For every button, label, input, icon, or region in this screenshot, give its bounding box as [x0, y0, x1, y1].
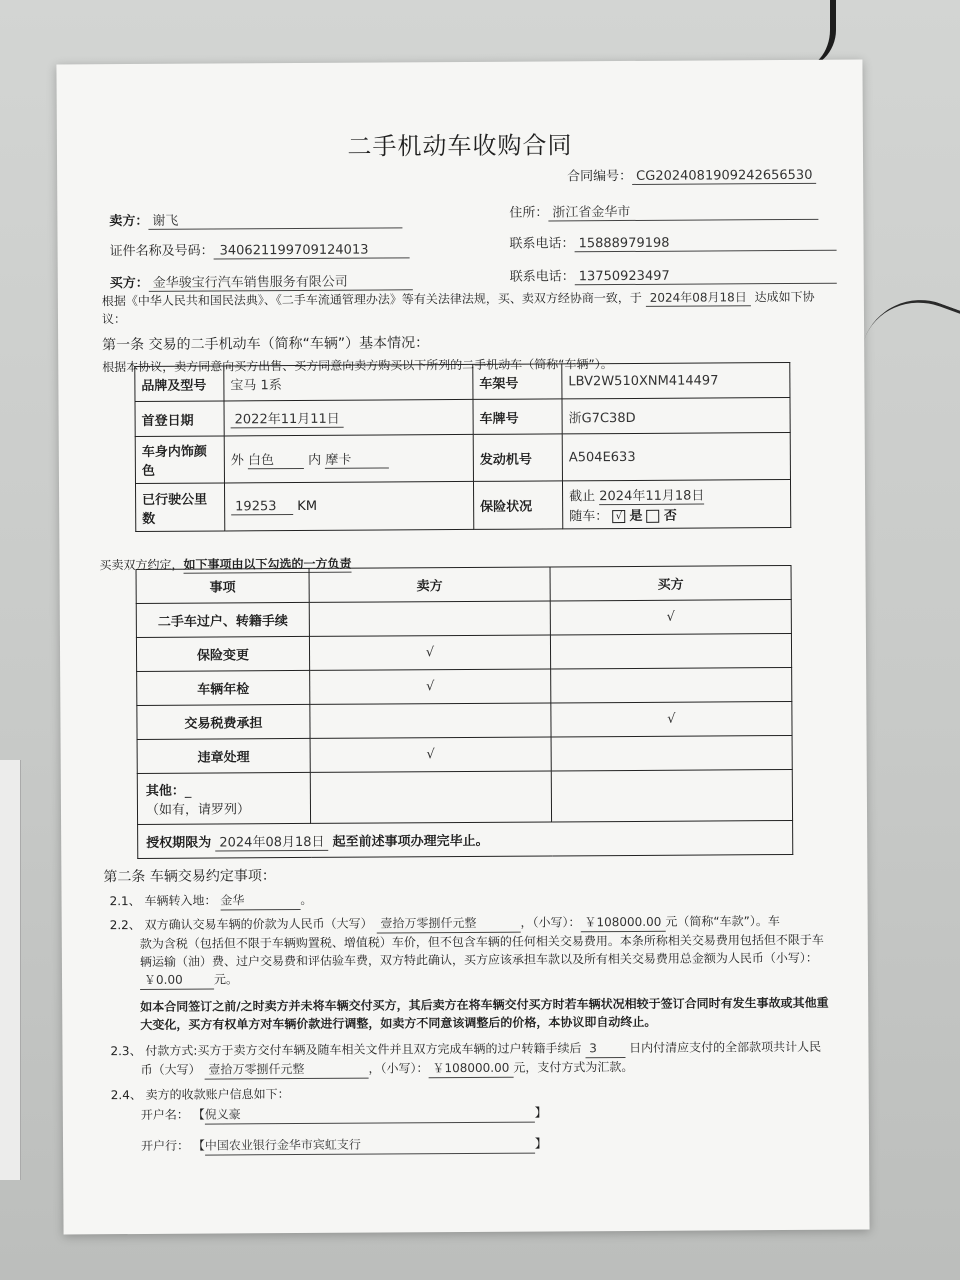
other-label: 其他： [145, 783, 185, 799]
buyer-check [550, 633, 791, 668]
engine-label: 发动机号 [473, 434, 562, 482]
contract-number: CG2024081909242656530 [632, 168, 816, 185]
clause-text: 。 [300, 892, 313, 907]
header-buyer: 买方 [550, 565, 791, 600]
other-sheet [0, 760, 21, 1180]
table-row [137, 735, 792, 773]
clause-text: 币（大写） [140, 1062, 201, 1077]
yes-checkbox[interactable]: √ [612, 510, 625, 523]
color-cell [224, 434, 473, 483]
payment-chinese: 壹拾万零捌仟元整 [204, 1060, 368, 1080]
clause-text: 双方确认交易车辆的价款为人民币（大写） [144, 916, 373, 932]
clause-number: 2.3、 [110, 1043, 142, 1059]
agreement-note-text: 买卖双方约定， [99, 557, 184, 573]
buyer-phone: 13750923497 [575, 268, 837, 286]
price-chinese: 壹拾万零捌仟元整 [376, 914, 520, 934]
preamble [102, 288, 815, 310]
duties-table [136, 565, 794, 859]
clause-number: 2.2、 [109, 917, 141, 933]
brand: 宝马 1系 [224, 364, 473, 401]
clause-text: 日内付清应支付的全部款项共计人民 [629, 1039, 822, 1055]
seller-phone-row [509, 231, 836, 253]
seller-check [310, 703, 551, 738]
buyer-phone-label: 联系电话： [509, 269, 575, 285]
seller-phone: 15888979198 [575, 235, 837, 253]
table-row [136, 633, 791, 671]
id-row [110, 238, 410, 260]
bank-label: 开户行： [140, 1138, 190, 1153]
contract-number-label: 合同编号： [567, 168, 633, 185]
deadline-date: 2024年08月18日 [215, 830, 328, 851]
plate-label: 车牌号 [473, 399, 562, 435]
seller-name: 谢飞 [148, 208, 402, 230]
insurance-date: 2024年11月18日 [599, 485, 704, 506]
clause-2-4 [111, 1083, 547, 1156]
account-holder-row [111, 1103, 547, 1125]
clause-number: 2.4、 [110, 1087, 142, 1103]
holder-label: 开户名： [140, 1107, 189, 1122]
yes-label: 是 [629, 508, 643, 524]
agreement-date: 2024年08月18日 [646, 288, 751, 307]
mileage-label: 已行驶公里数 [135, 483, 224, 532]
header-item: 事项 [136, 568, 309, 603]
clause-text: 元，支付方式为汇款。 [513, 1059, 634, 1075]
reg-date: 2022年11月11日 [231, 408, 344, 429]
vin-label: 车架号 [473, 364, 562, 400]
other-value: _ [184, 783, 192, 799]
bank-name: 中国农业银行金华市宾虹支行 [205, 1135, 535, 1156]
plate: 浙G7C38D [562, 397, 790, 433]
seller-check: √ [309, 635, 550, 670]
duty-item: 交易税费承担 [137, 704, 310, 739]
clause-2-1 [109, 891, 312, 911]
payment-days: 3 [585, 1039, 625, 1058]
article1-intro: 根据本协议，卖方同意向买方出售、买方同意向卖方购买以下所列的二手机动车（简称“车辆”）。 [102, 357, 613, 375]
buyer-check [551, 667, 792, 702]
mileage: 19253 [231, 499, 293, 515]
insurance-prefix: 截止 [569, 489, 596, 505]
mileage-cell [224, 481, 473, 531]
agreement-note-bold: 如下事项由以下勾选的一方负责 [183, 556, 352, 572]
article1-heading: 第一条 交易的二手机动车（简称“车辆”）基本情况： [102, 335, 430, 354]
clause-2-3 [110, 1038, 821, 1080]
preamble-end: 议： [101, 312, 127, 327]
insurance-label: 保险状况 [473, 481, 562, 530]
deadline-tail: 起至前述事项办理完毕止。 [332, 833, 489, 850]
bracket: 】 [534, 1136, 547, 1151]
address-label: 住所： [509, 205, 549, 221]
buyer-check: √ [550, 599, 791, 634]
seller-check: √ [310, 669, 551, 704]
interior-color: 摩卡 [325, 448, 389, 468]
other-cell [137, 772, 310, 824]
buyer-check: √ [551, 701, 792, 736]
table-row [137, 667, 792, 705]
clause-bold: 大变化，买方有权单方对车辆价款进行调整，如卖方不同意该调整后的价格，本协议即自动终止。 [140, 1014, 657, 1032]
bracket: 】 [534, 1105, 547, 1120]
seller-label: 卖方： [109, 213, 149, 230]
clause-text: ，（小写）： [368, 1061, 429, 1076]
clause-text: 元（简称“车款”）。车 [665, 914, 780, 929]
seller-id: 340621199709124013 [214, 242, 410, 259]
contract-number-row [567, 164, 816, 186]
article2-heading: 第二条 车辆交易约定事项： [103, 868, 276, 886]
clause-text: 车辆转入地： [144, 893, 217, 908]
contract-title: 二手机动车收购合同 [347, 131, 573, 161]
address-row [509, 200, 818, 222]
price-amount: ￥108000.00 [580, 913, 665, 933]
buyer-phone-row [510, 264, 837, 286]
insurance-cell [562, 479, 790, 528]
interior-prefix: 内 [308, 452, 322, 468]
preamble-text: 达成如下协 [754, 289, 815, 305]
table-row [137, 701, 792, 739]
other-note: （如有，请罗列） [145, 802, 251, 818]
clause-text: 付款方式:买方于卖方交付车辆及随车相关文件并且双方完成车辆的过户转籍手续后 [145, 1041, 582, 1058]
deadline-row [138, 820, 793, 858]
clause-number: 2.1、 [109, 893, 141, 909]
duty-item: 二手车过户、转籍手续 [136, 602, 309, 637]
bracket: 【 [192, 1138, 205, 1153]
exterior-prefix: 外 [230, 453, 244, 469]
duty-item: 保险变更 [136, 636, 309, 671]
seller-check [309, 601, 550, 636]
clause-text: 元。 [213, 972, 239, 987]
no-checkbox[interactable] [647, 510, 660, 523]
clause-bold: 如本合同签订之前/之时卖方并未将车辆交付买方，其后卖方在将车辆交付买方时若车辆状况相较于签订合同时有发生事故或其他重 [140, 995, 829, 1014]
buyer-name: 金华骏宝行汽车销售服务有限公司 [149, 270, 413, 292]
clause-text: 卖方的收款账户信息如下： [145, 1087, 290, 1102]
table-row [136, 599, 791, 637]
brand-label: 品牌及型号 [135, 366, 224, 402]
no-label: 否 [663, 508, 677, 524]
exterior-color: 白色 [248, 449, 304, 469]
header-seller: 卖方 [309, 567, 550, 602]
clause-text: ，（小写）： [520, 915, 581, 930]
bank-row [111, 1134, 547, 1156]
table-row-other [137, 769, 792, 824]
duty-item: 违章处理 [137, 738, 310, 773]
account-holder: 倪义豪 [205, 1104, 535, 1125]
reg-date-cell [224, 399, 473, 436]
insurance-with-car-label: 随车： [569, 509, 609, 525]
mileage-unit: KM [297, 498, 318, 514]
seller-phone-label: 联系电话： [509, 236, 575, 252]
clause-text: 辆运输（油）费、过户交易费和评估验车费，双方特此确认，买方应该承担车款以及所有相关交易费用总金额为人民币（小写）： [139, 950, 818, 969]
id-label: 证件名称及号码： [109, 243, 214, 260]
buyer-label: 买方： [109, 275, 149, 292]
color-label: 车身内饰颜色 [135, 436, 224, 484]
seller-check [310, 771, 551, 823]
seller-row [109, 208, 402, 230]
payment-amount: ￥108000.00 [428, 1059, 513, 1079]
buyer-check [551, 769, 792, 821]
vin: LBV2W510XNM414497 [562, 362, 790, 398]
engine-no: A504E633 [562, 432, 790, 480]
clause-2-2 [110, 912, 831, 1034]
deadline-label: 授权期限为 [146, 835, 212, 851]
bracket: 【 [192, 1107, 205, 1122]
fee-amount: ￥0.00 [140, 971, 214, 990]
preamble-text: 根据《中华人民共和国民法典》、《二手车流通管理办法》等有关法律法规，买、卖双方经协商一致，于 [101, 290, 642, 309]
vehicle-table [134, 362, 791, 532]
contract-page [56, 60, 869, 1235]
duty-item: 车辆年检 [137, 670, 310, 705]
reg-date-label: 首登日期 [135, 401, 224, 437]
clause-text: 款为含税（包括但不限于车辆购置税、增值税）车价，但不包含车辆的任何相关交易费用。本条所称相关交易费用包括但不限于车 [139, 932, 824, 951]
seller-check: √ [310, 737, 551, 772]
buyer-row [110, 270, 413, 292]
address: 浙江省金华市 [548, 200, 818, 222]
buyer-check [551, 735, 792, 770]
transfer-city: 金华 [220, 891, 300, 910]
